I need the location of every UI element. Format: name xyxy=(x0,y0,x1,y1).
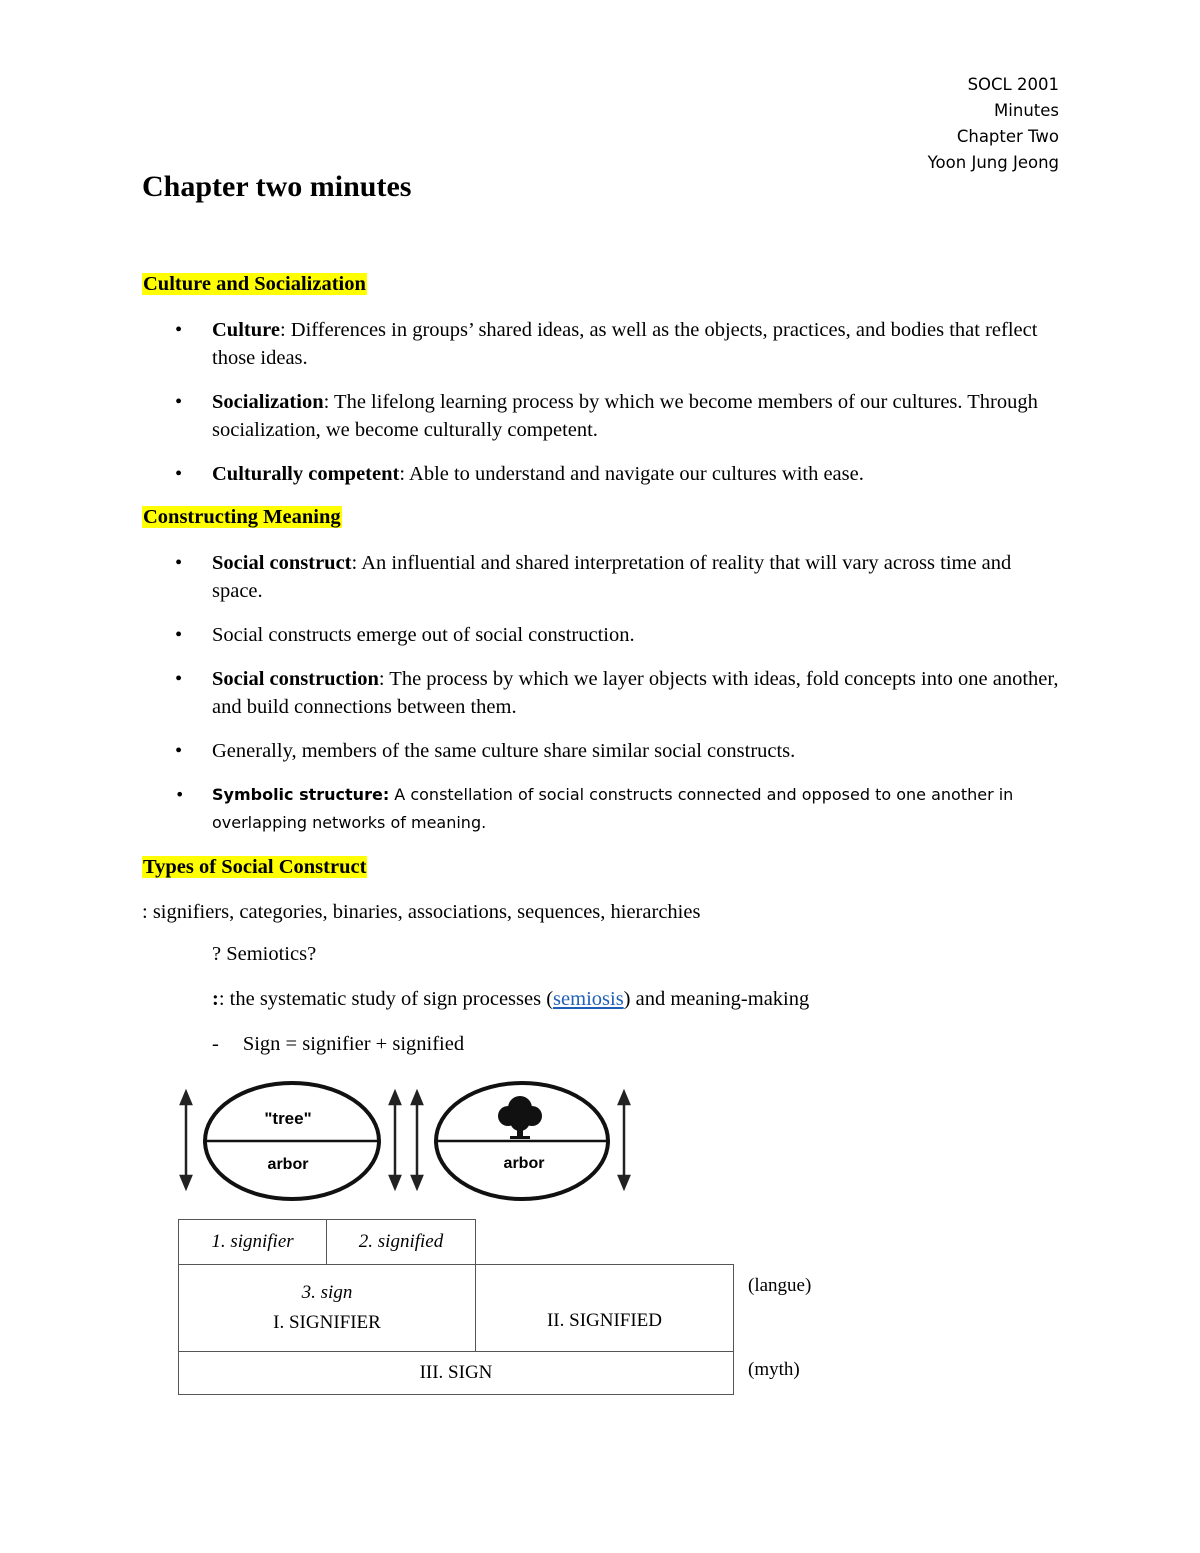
heading-culture-and-socialization xyxy=(142,271,367,298)
colon-marker: : xyxy=(212,988,219,1010)
definition-suffix: ) and meaning-making xyxy=(623,988,810,1010)
term: Culture xyxy=(212,319,280,341)
bullet-icon: • xyxy=(175,319,183,341)
cell-signified-small: 2. signified xyxy=(326,1219,476,1265)
label-myth: (myth) xyxy=(748,1359,800,1380)
label-langue: (langue) xyxy=(748,1275,812,1296)
left-oval xyxy=(205,1083,379,1199)
heading-types-of-social-construct xyxy=(142,854,367,881)
bullet-icon: • xyxy=(175,668,183,690)
definition: Social constructs emerge out of social construction. xyxy=(212,624,635,646)
barthes-sign-table xyxy=(178,1219,734,1395)
list-item xyxy=(142,460,1067,488)
oval-word-arbor: arbor xyxy=(267,1156,309,1173)
list-item xyxy=(142,781,1067,837)
definition: A constellation of social constructs connected and opposed to one another in overlapping networks of meaning. xyxy=(212,785,1014,832)
term: Social construction xyxy=(212,668,379,690)
cell-sign-caps: III. SIGN xyxy=(178,1351,734,1395)
bullet-icon: • xyxy=(175,785,185,804)
sign-small-label: 3. sign xyxy=(301,1282,353,1303)
definition: : Able to understand and navigate our cultures with ease. xyxy=(399,463,864,485)
heading-highlight: Types of Social Construct xyxy=(143,856,367,878)
list-item xyxy=(142,737,1067,765)
definition: : The process by which we layer objects with ideas, fold concepts into one another, and build connections between them. xyxy=(212,668,1059,718)
chapter-label: Chapter Two xyxy=(956,127,1059,146)
list-item xyxy=(142,621,1067,649)
document-type: Minutes xyxy=(994,101,1059,120)
definition: : The lifelong learning process by which we become members of our cultures. Through socialization, we become culturally competent. xyxy=(212,391,1038,441)
definition-prefix: : the systematic study of sign processes ( xyxy=(218,988,554,1010)
semiotics-definition xyxy=(212,985,809,1013)
sign-formula: Sign = signifier + signified xyxy=(242,1033,465,1055)
culture-bullet-list xyxy=(142,316,1067,504)
bullet-icon: • xyxy=(175,463,183,485)
oval-word-arbor: arbor xyxy=(503,1155,545,1172)
page-title: Chapter two minutes xyxy=(142,170,412,203)
definition: : An influential and shared interpretation of reality that will vary across time and space. xyxy=(212,552,1012,602)
heading-highlight: Constructing Meaning xyxy=(143,506,341,528)
term: Culturally competent xyxy=(212,463,400,485)
list-item xyxy=(142,549,1067,605)
tree-icon xyxy=(498,1096,542,1139)
definition: : Differences in groups’ shared ideas, as well as the objects, practices, and bodies that reflect those ideas. xyxy=(212,319,1038,369)
heading-highlight: Culture and Socialization xyxy=(143,273,366,295)
cell-signified-caps: II. SIGNIFIED xyxy=(475,1264,734,1352)
term: Social construct xyxy=(212,552,352,574)
list-item xyxy=(142,316,1067,372)
oval-word-tree: "tree" xyxy=(264,1109,312,1128)
signifier-caps-label: I. SIGNIFIER xyxy=(273,1312,381,1333)
list-item xyxy=(142,665,1067,721)
bullet-icon: • xyxy=(175,740,183,762)
right-arrow-icon xyxy=(619,1092,629,1188)
definition: Generally, members of the same culture share similar social constructs. xyxy=(212,740,796,762)
term: Socialization xyxy=(212,391,324,413)
middle-double-arrow-icon xyxy=(390,1092,422,1188)
document-header xyxy=(928,72,1059,176)
course-code: SOCL 2001 xyxy=(967,75,1059,94)
bullet-icon: • xyxy=(175,624,183,646)
construct-types-line: : signifiers, categories, binaries, associations, sequences, hierarchies xyxy=(142,901,701,923)
list-item xyxy=(142,388,1067,444)
term: Symbolic structure: xyxy=(212,785,390,804)
heading-constructing-meaning xyxy=(142,504,342,531)
bullet-icon: • xyxy=(175,552,183,574)
semiosis-link[interactable]: semiosis xyxy=(553,988,624,1010)
author-name: Yoon Jung Jeong xyxy=(927,153,1059,172)
semiotics-question: ? Semiotics? xyxy=(212,943,317,965)
dash-marker: - xyxy=(212,1033,219,1055)
left-arrow-icon xyxy=(181,1092,191,1188)
bullet-icon: • xyxy=(175,391,183,413)
cell-signifier-caps xyxy=(178,1264,476,1352)
meaning-bullet-list xyxy=(142,549,1067,853)
saussure-sign-diagram xyxy=(175,1078,645,1208)
right-oval xyxy=(436,1083,608,1199)
sign-formula-line xyxy=(212,1030,464,1058)
cell-signifier-small: 1. signifier xyxy=(178,1219,327,1265)
